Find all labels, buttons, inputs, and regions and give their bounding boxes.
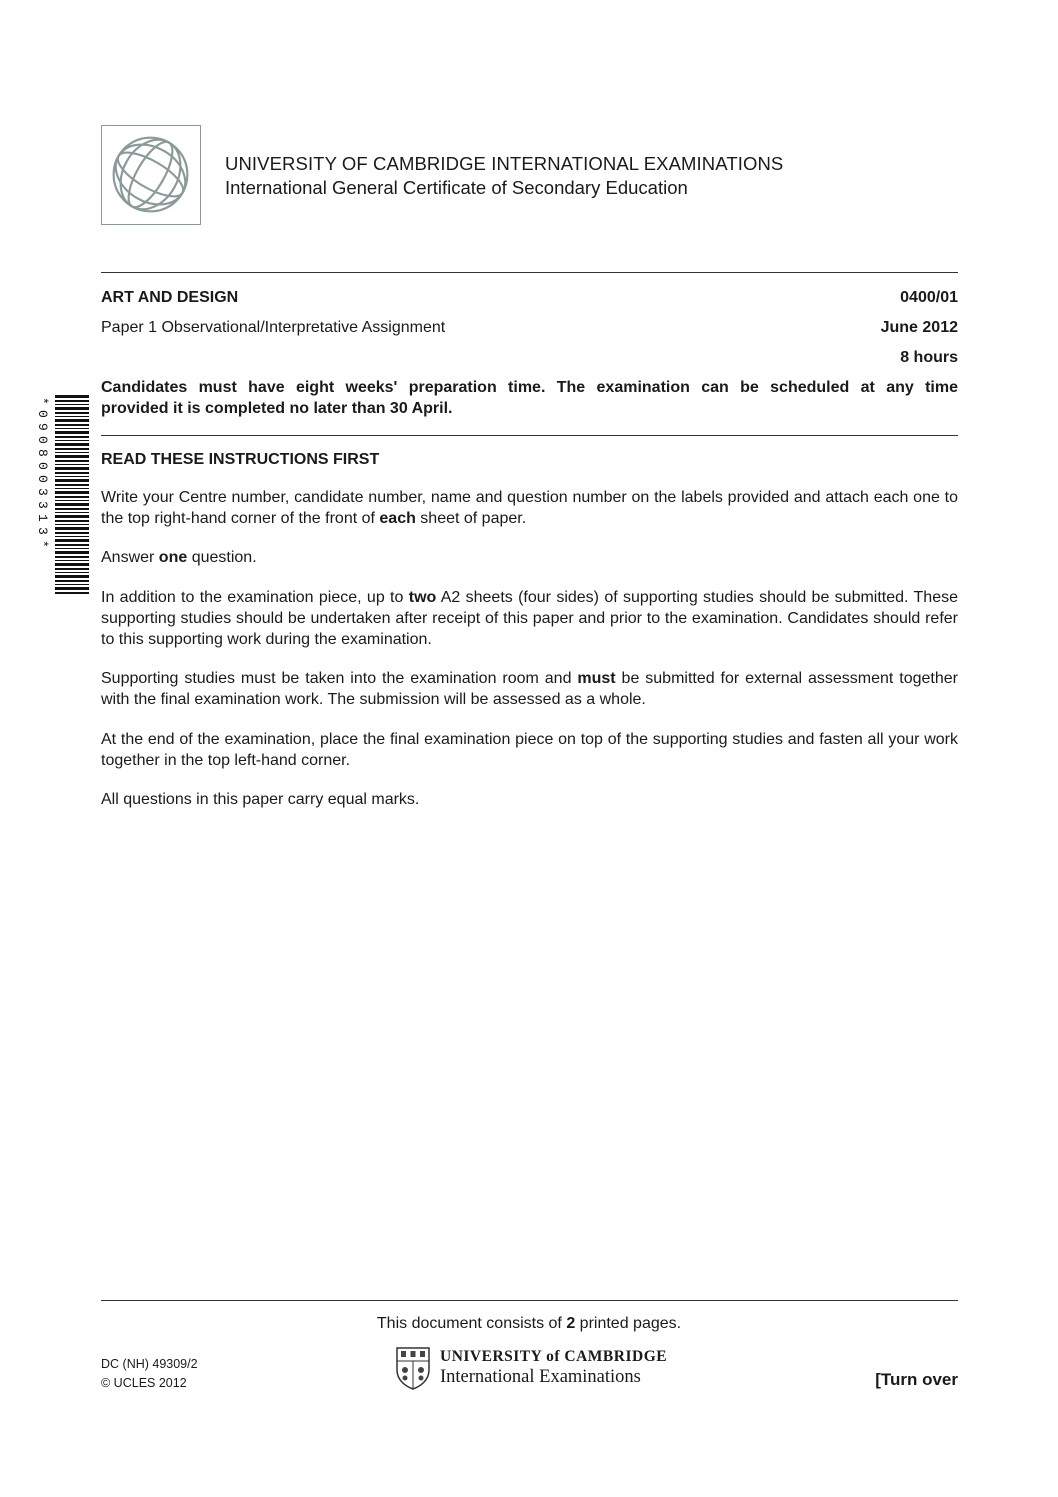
- instruction-paragraph-2: [101, 547, 958, 568]
- divider: [101, 272, 958, 273]
- barcode-bar: [55, 448, 89, 450]
- barcode-bar: [55, 508, 89, 510]
- instruction-text: question.: [187, 549, 257, 566]
- paper-title: Paper 1 Observational/Interpretative Assignment: [101, 319, 446, 336]
- instruction-paragraph-5: At the end of the examination, place the final examination piece on top of the supporting studies and fasten all your work together in the top left-hand corner.: [101, 731, 958, 769]
- instruction-text: Write your Centre number, candidate number, name and question number on the labels provided and attach each one to the top right-hand corner of the front of: [101, 489, 958, 527]
- divider: [101, 435, 958, 436]
- organisation-name: UNIVERSITY OF CAMBRIDGE INTERNATIONAL EXAMINATIONS: [225, 153, 784, 174]
- barcode-bar: [55, 539, 89, 542]
- barcode-bar: [55, 592, 89, 594]
- preparation-notice-line-1: Candidates must have eight weeks' preparation time. The examination can be scheduled at any time: [101, 379, 958, 396]
- barcode-bar: [55, 532, 89, 534]
- barcode-bar: [55, 467, 89, 470]
- emphasis-must: must: [577, 670, 616, 687]
- instruction-text: Answer: [101, 549, 159, 566]
- page-count-number: 2: [566, 1315, 576, 1332]
- barcode-bar: [55, 556, 89, 558]
- barcode-bar: [55, 416, 89, 417]
- instruction-text: be submitted for external assessment together with the final examination work. The submission will be assessed as a whole.: [101, 670, 958, 708]
- emphasis-two: two: [408, 589, 437, 606]
- barcode-bar: [55, 536, 89, 537]
- preparation-notice-line-2: provided it is completed no later than 30 April.: [101, 400, 453, 417]
- instruction-paragraph-4: [101, 668, 958, 710]
- barcode-bar: [55, 527, 89, 530]
- barcode-bar: [55, 424, 89, 426]
- barcode-bar: [55, 500, 89, 501]
- barcode-bar: [55, 395, 89, 398]
- barcode-bar: [55, 404, 89, 405]
- barcode-bar: [55, 488, 89, 489]
- barcode-bar: [55, 407, 89, 410]
- instruction-text: sheet of paper.: [415, 510, 527, 527]
- barcode-bar: [55, 548, 89, 549]
- barcode-bar: [55, 503, 89, 506]
- footer-divider: [101, 1300, 958, 1301]
- instruction-text: Supporting studies must be taken into the examination room and: [101, 670, 578, 687]
- barcode-bar: [55, 544, 89, 546]
- barcode-bar: [55, 515, 89, 518]
- barcode-bar: [55, 512, 89, 513]
- exam-session: June 2012: [880, 319, 958, 336]
- turn-over-label: [Turn over: [875, 1370, 958, 1389]
- subject-title: ART AND DESIGN: [101, 289, 239, 306]
- barcode-bar: [55, 455, 89, 458]
- cambridge-logo-line-2: International Examinations: [440, 1367, 641, 1387]
- qualification-name: International General Certificate of Secondary Education: [225, 177, 688, 198]
- barcode-bar: [55, 464, 89, 465]
- globe-icon: [102, 126, 199, 223]
- barcode-bar: [55, 412, 89, 414]
- barcode-bar: [55, 431, 89, 434]
- instructions-heading: READ THESE INSTRUCTIONS FIRST: [101, 451, 380, 468]
- barcode-bar: [55, 496, 89, 498]
- barcode-bar: [55, 476, 89, 477]
- barcode-bar: [55, 575, 89, 578]
- barcode-bar: [55, 428, 89, 429]
- emphasis-each: each: [379, 510, 416, 527]
- barcode-bar: [55, 587, 89, 590]
- barcode-bar: [55, 400, 89, 402]
- barcode-bar: [55, 472, 89, 474]
- barcode-bar: [55, 572, 89, 573]
- barcode-bar: [55, 568, 89, 570]
- barcode-bar: [55, 460, 89, 462]
- barcode-bar: [55, 419, 89, 422]
- instruction-paragraph-6: All questions in this paper carry equal marks.: [101, 791, 420, 808]
- page-count-notice: [0, 1313, 1058, 1334]
- barcode-bar: [55, 484, 89, 486]
- barcode-bar: [55, 436, 89, 438]
- instruction-text: A2 sheets (four sides) of supporting studies should be submitted. These supporting studies should be undertaken after receipt of this paper and prior to the examination. Candidates should refer to this supporting work during the examination.: [101, 589, 959, 648]
- barcode-bar: [55, 551, 89, 554]
- barcode-bar: [55, 452, 89, 453]
- barcode-number: *0908003313*: [35, 397, 50, 554]
- exam-duration: 8 hours: [900, 349, 958, 366]
- copyright-notice: © UCLES 2012: [101, 1376, 187, 1390]
- page-count-text: printed pages.: [575, 1315, 682, 1332]
- instruction-paragraph-3: [101, 587, 958, 650]
- instruction-text: In addition to the examination piece, up to: [101, 589, 409, 606]
- barcode-bar: [55, 563, 89, 566]
- barcode-bar: [55, 584, 89, 585]
- barcode-bar: [55, 443, 89, 446]
- preparation-notice: [101, 377, 958, 419]
- barcode-image: [33, 393, 91, 598]
- page-count-text: This document consists of: [376, 1315, 567, 1332]
- instruction-paragraph-1: [101, 487, 958, 529]
- barcode-bar: [55, 580, 89, 582]
- barcode-bar: [55, 524, 89, 525]
- barcode-bar: [55, 560, 89, 561]
- barcode-bar: [55, 491, 89, 494]
- barcode-bar: [55, 440, 89, 441]
- barcode-bar: [55, 479, 89, 482]
- candidate-barcode: [33, 393, 91, 598]
- paper-code: 0400/01: [900, 289, 958, 306]
- cie-globe-logo: [101, 125, 201, 225]
- barcode-bar: [55, 520, 89, 522]
- cambridge-logo-line-1: UNIVERSITY of CAMBRIDGE: [440, 1348, 668, 1365]
- document-reference: DC (NH) 49309/2: [101, 1357, 198, 1371]
- emphasis-one: one: [158, 549, 188, 566]
- cambridge-crest-icon: [395, 1346, 431, 1395]
